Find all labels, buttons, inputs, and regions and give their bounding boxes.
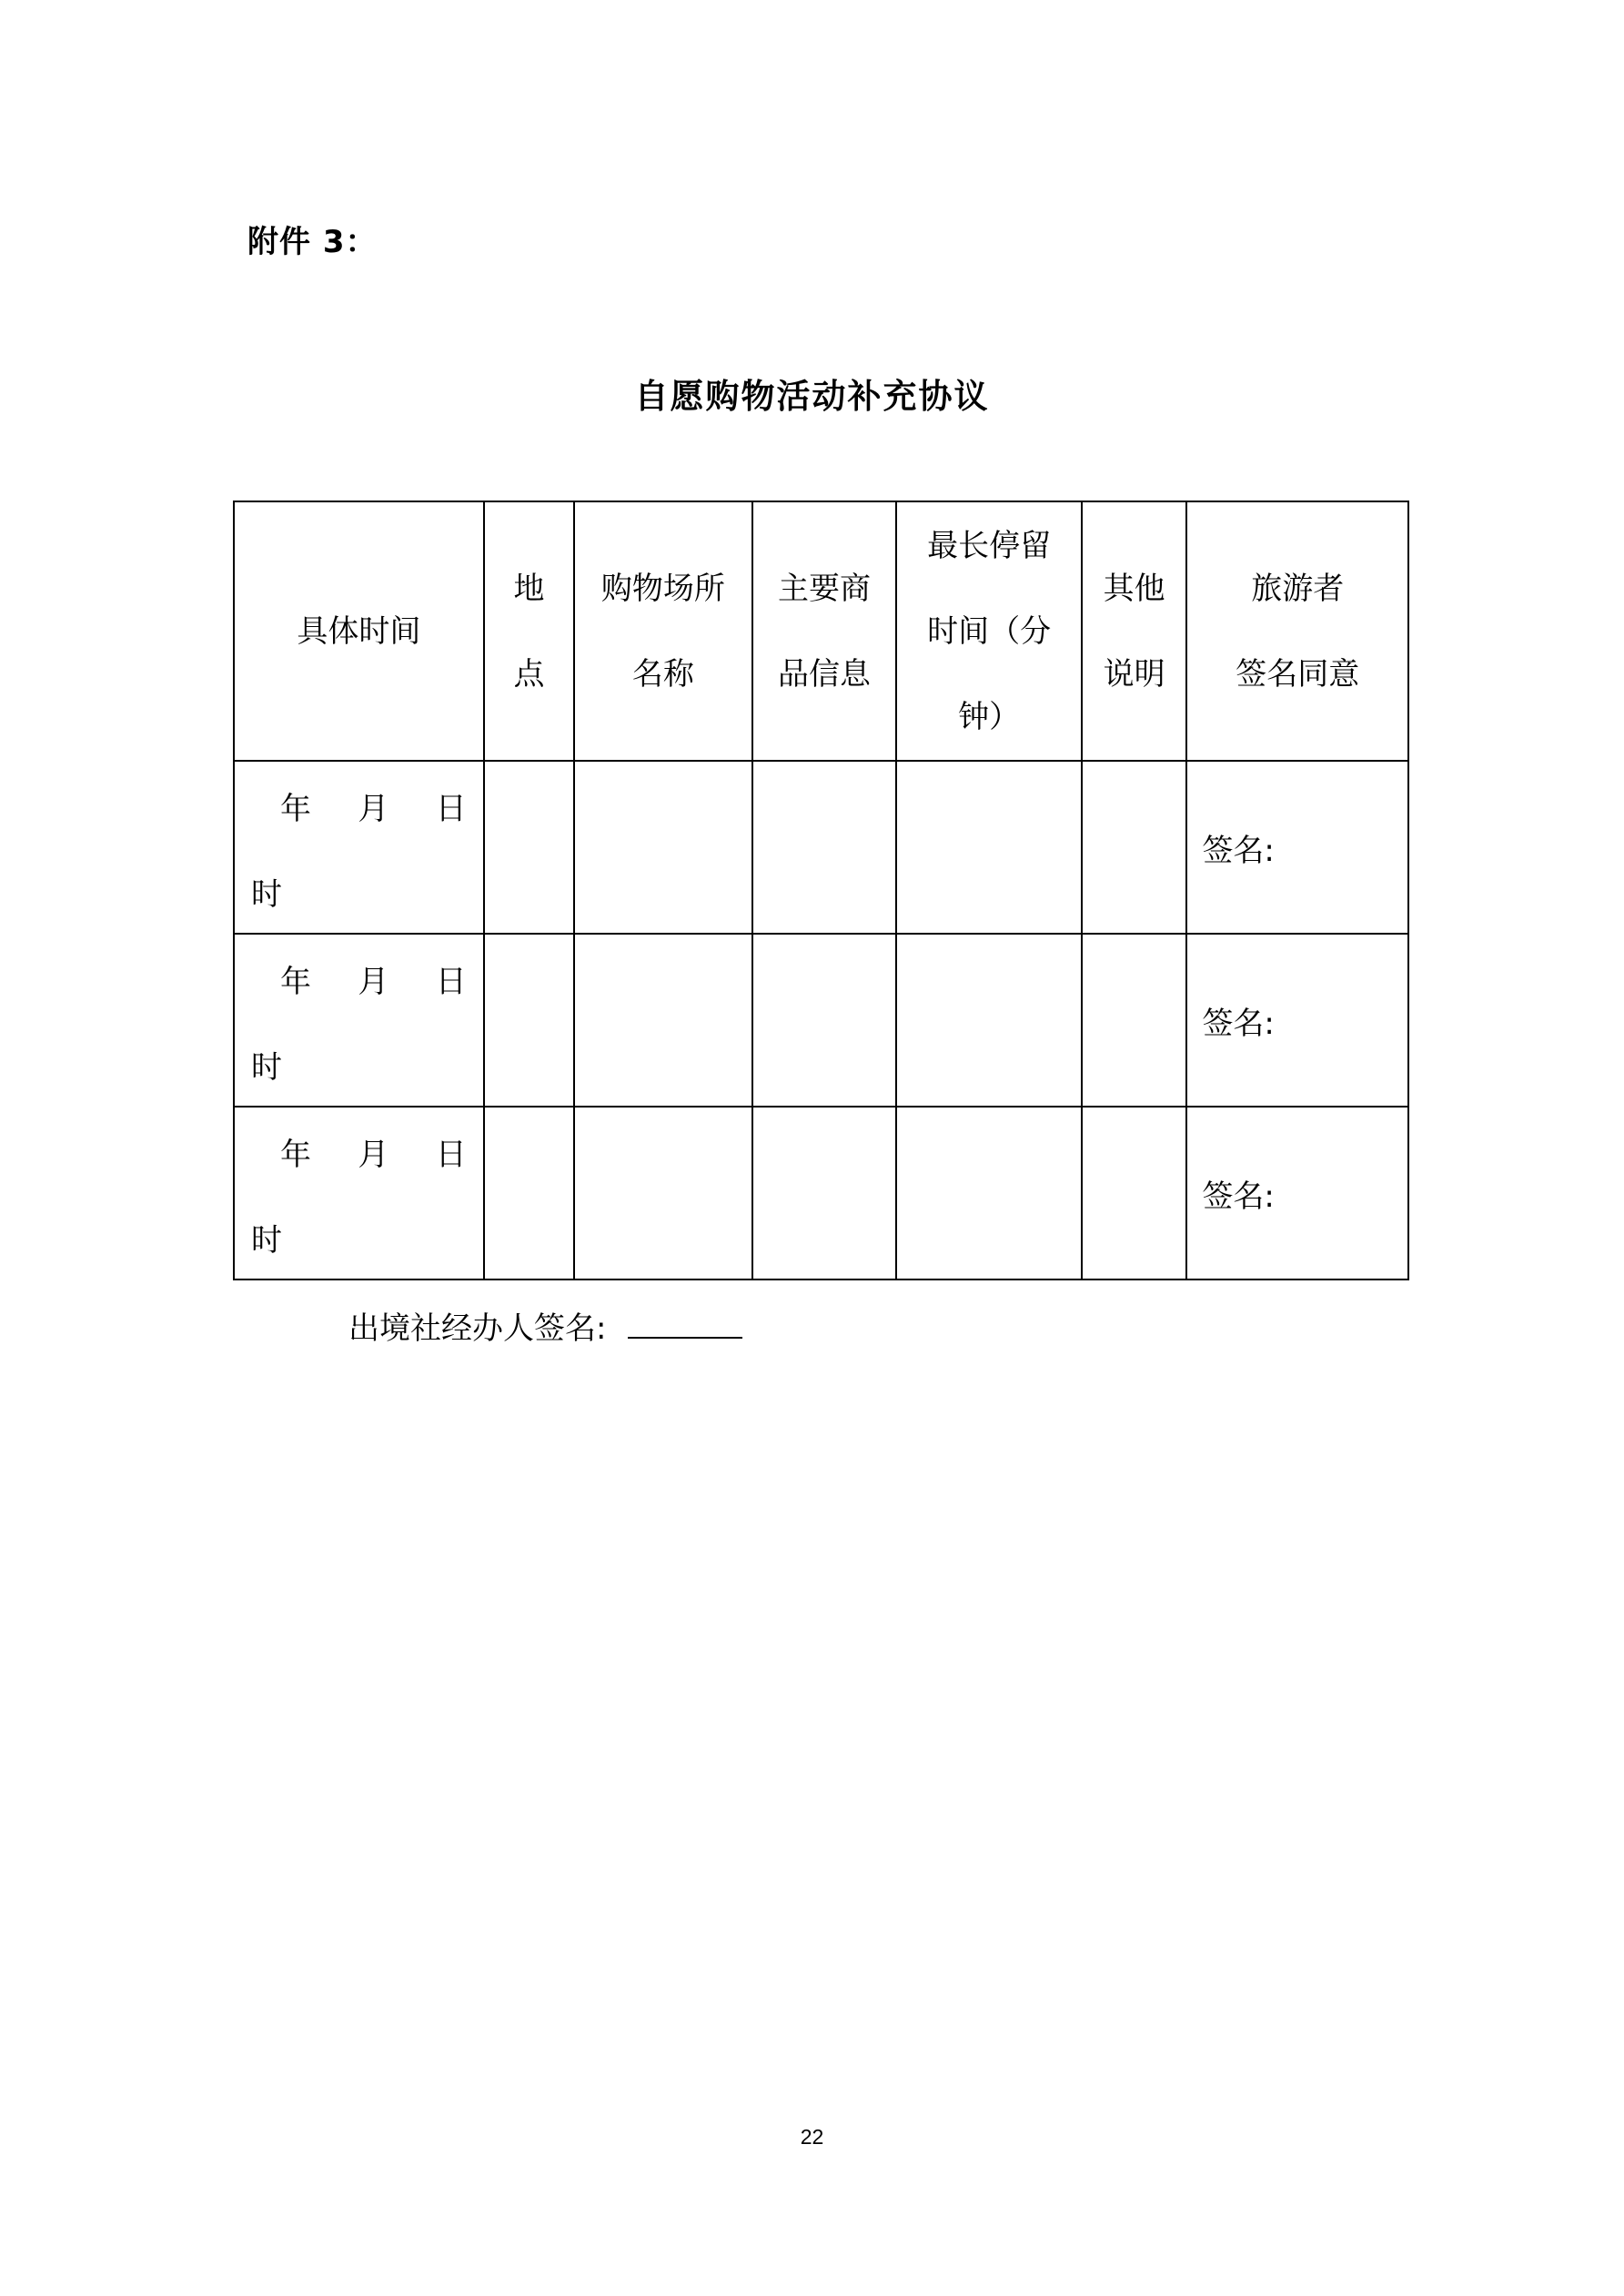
signature-label: 签名: <box>1202 1178 1275 1215</box>
month-label: 月 <box>358 1137 389 1173</box>
day-label: 日 <box>435 1137 467 1173</box>
header-tourist-signature: 旅游者 签名同意 <box>1186 501 1408 761</box>
table-header-row <box>234 501 1408 761</box>
stay-time-cell[interactable] <box>896 1107 1081 1279</box>
handler-signature-line <box>348 1303 742 1348</box>
notes-cell[interactable] <box>1082 934 1187 1107</box>
handler-label: 出境社经办人签名: <box>348 1310 607 1347</box>
signature-label: 签名: <box>1202 832 1275 869</box>
page-number: 22 <box>800 2125 824 2149</box>
stay-time-cell[interactable] <box>896 761 1081 934</box>
shop-name-cell[interactable] <box>574 934 751 1107</box>
header-shop-name: 购物场所 名称 <box>574 501 751 761</box>
month-label: 月 <box>358 791 389 827</box>
table-row <box>234 761 1408 934</box>
year-label: 年 <box>280 1137 311 1173</box>
year-label: 年 <box>280 964 311 1000</box>
signature-cell[interactable] <box>1186 761 1408 934</box>
goods-cell[interactable] <box>752 761 897 934</box>
header-location: 地 点 <box>484 501 575 761</box>
location-cell[interactable] <box>484 934 575 1107</box>
notes-cell[interactable] <box>1082 1107 1187 1279</box>
shop-name-cell[interactable] <box>574 1107 751 1279</box>
hour-label: 时 <box>251 1049 282 1086</box>
goods-cell[interactable] <box>752 1107 897 1279</box>
header-max-stay: 最长停留 时间（分 钟） <box>896 501 1081 761</box>
time-cell[interactable] <box>234 934 484 1107</box>
attachment-label: 附件 3： <box>247 224 378 260</box>
header-specific-time: 具体时间 <box>234 501 484 761</box>
goods-cell[interactable] <box>752 934 897 1107</box>
signature-cell[interactable] <box>1186 934 1408 1107</box>
signature-label: 签名: <box>1202 1005 1275 1042</box>
hour-label: 时 <box>251 876 282 913</box>
notes-cell[interactable] <box>1082 761 1187 934</box>
shop-name-cell[interactable] <box>574 761 751 934</box>
year-label: 年 <box>280 791 311 827</box>
day-label: 日 <box>435 791 467 827</box>
table-row <box>234 934 1408 1107</box>
day-label: 日 <box>435 964 467 1000</box>
signature-cell[interactable] <box>1186 1107 1408 1279</box>
hour-label: 时 <box>251 1222 282 1259</box>
header-main-goods: 主要商 品信息 <box>752 501 897 761</box>
location-cell[interactable] <box>484 1107 575 1279</box>
table-row <box>234 1107 1408 1279</box>
location-cell[interactable] <box>484 761 575 934</box>
header-other-notes: 其他 说明 <box>1082 501 1187 761</box>
handler-signature-blank[interactable] <box>628 1310 742 1339</box>
month-label: 月 <box>358 964 389 1000</box>
document-title: 自愿购物活动补充协议 <box>634 377 990 416</box>
time-cell[interactable] <box>234 1107 484 1279</box>
time-cell[interactable] <box>234 761 484 934</box>
shopping-agreement-table <box>233 501 1409 1280</box>
stay-time-cell[interactable] <box>896 934 1081 1107</box>
